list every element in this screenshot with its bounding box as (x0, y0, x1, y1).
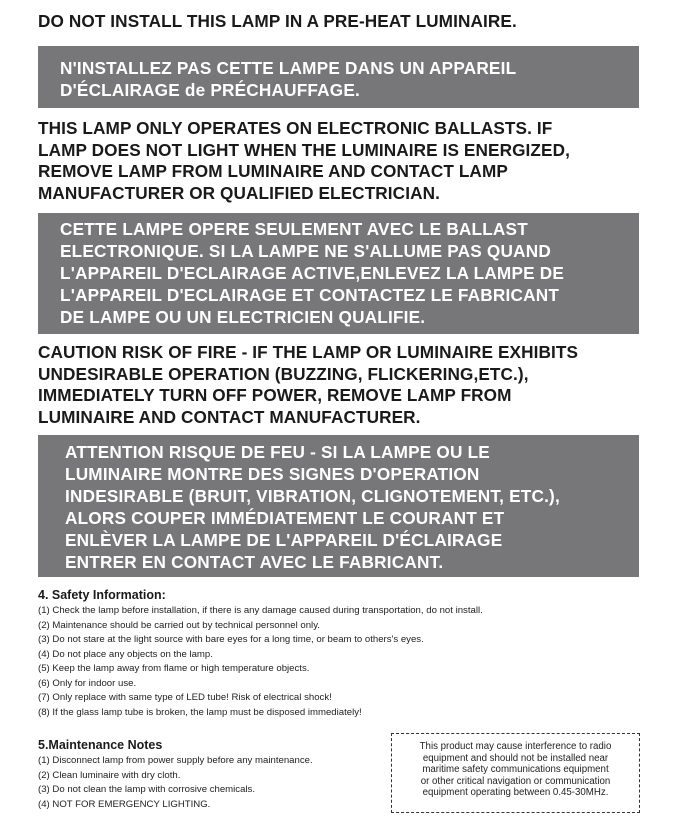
list-item: (2) Maintenance should be carried out by technical personnel only. (38, 619, 320, 631)
warning-line: ALORS COUPER IMMÉDIATEMENT LE COURANT ET (65, 508, 505, 528)
interference-notice (391, 733, 640, 813)
notice-line: equipment operating between 0.45-30MHz. (422, 787, 609, 798)
warning-line: D'ÉCLAIRAGE de PRÉCHAUFFAGE. (60, 80, 360, 100)
list-item: (2) Clean luminaire with dry cloth. (38, 769, 181, 781)
warning-line: DE LAMPE OU UN ELECTRICIEN QUALIFIE. (60, 307, 426, 327)
warning-line: L'APPAREIL D'ECLAIRAGE ET CONTACTEZ LE FABRICANT (60, 285, 560, 305)
list-item: (4) Do not place any objects on the lamp. (38, 648, 213, 660)
warning-line: ENLÈVER LA LAMPE DE L'APPAREIL D'ÉCLAIRAGE (65, 530, 503, 550)
warning-pre-heat-en (38, 11, 517, 33)
warning-line: ELECTRONIQUE. SI LA LAMPE NE S'ALLUME PAS QUAND (60, 241, 551, 261)
warning-line: IMMEDIATELY TURN OFF POWER, REMOVE LAMP FROM (38, 385, 512, 405)
warning-line: ATTENTION RISQUE DE FEU - SI LA LAMPE OU LE (65, 442, 490, 462)
warning-pre-heat-fr (38, 46, 639, 108)
list-item: (1) Check the lamp before installation, if there is any damage caused during transportation, do not install. (38, 605, 483, 616)
warning-line: LAMP DOES NOT LIGHT WHEN THE LUMINAIRE IS ENERGIZED, (38, 139, 570, 160)
warning-line: INDESIRABLE (BRUIT, VIBRATION, CLIGNOTEMENT, ETC.), (65, 486, 560, 506)
notice-line: or other critical navigation or communication (420, 775, 611, 787)
maintenance-title: 5.Maintenance Notes (38, 738, 163, 752)
list-item: (8) If the glass lamp tube is broken, the lamp must be disposed immediately! (38, 706, 362, 718)
notice-line: equipment and should not be installed near (422, 752, 609, 764)
warning-line: REMOVE LAMP FROM LUMINAIRE AND CONTACT LAMP (38, 161, 508, 181)
warning-line: ENTRER EN CONTACT AVEC LE FABRICANT. (65, 552, 444, 572)
warning-line: CAUTION RISK OF FIRE - IF THE LAMP OR LUMINAIRE EXHIBITS (38, 342, 579, 362)
safety-title: 4. Safety Information: (38, 588, 166, 602)
list-item: (1) Disconnect lamp from power supply before any maintenance. (38, 755, 313, 766)
warning-line: LUMINAIRE MONTRE DES SIGNES D'OPERATION (65, 464, 480, 484)
list-item: (7) Only replace with same type of LED tube! Risk of electrical shock! (38, 692, 332, 703)
warning-ballast-en (38, 118, 570, 204)
warning-line: N'INSTALLEZ PAS CETTE LAMPE DANS UN APPAREIL (60, 58, 517, 78)
list-item: (5) Keep the lamp away from flame or high temperature objects. (38, 663, 310, 674)
warning-line: THIS LAMP ONLY OPERATES ON ELECTRONIC BALLASTS. IF (38, 118, 553, 138)
list-item: (4) NOT FOR EMERGENCY LIGHTING. (38, 798, 211, 810)
maintenance-list (38, 754, 313, 812)
warning-fire-fr (38, 435, 639, 577)
safety-list (38, 604, 483, 720)
list-item: (6) Only for indoor use. (38, 677, 137, 689)
list-item: (3) Do not stare at the light source with bare eyes for a long time, or beam to others's eyes. (38, 634, 424, 645)
notice-line: This product may cause interference to radio (419, 741, 612, 752)
warning-line: CETTE LAMPE OPERE SEULEMENT AVEC LE BALLAST (60, 219, 528, 239)
warning-line: L'APPAREIL D'ECLAIRAGE ACTIVE,ENLEVEZ LA LAMPE DE (60, 263, 565, 283)
warning-ballast-fr (38, 213, 639, 334)
notice-line: maritime safety communications equipment (422, 764, 609, 775)
warning-line: MANUFACTURER OR QUALIFIED ELECTRICIAN. (38, 182, 440, 203)
warning-line: LUMINAIRE AND CONTACT MANUFACTURER. (38, 406, 421, 427)
warning-line: DO NOT INSTALL THIS LAMP IN A PRE-HEAT LUMINAIRE. (38, 11, 517, 31)
warning-fire-en (38, 342, 578, 428)
list-item: (3) Do not clean the lamp with corrosive chemicals. (38, 784, 256, 795)
warning-line: UNDESIRABLE OPERATION (BUZZING, FLICKERING,ETC.), (38, 363, 529, 384)
